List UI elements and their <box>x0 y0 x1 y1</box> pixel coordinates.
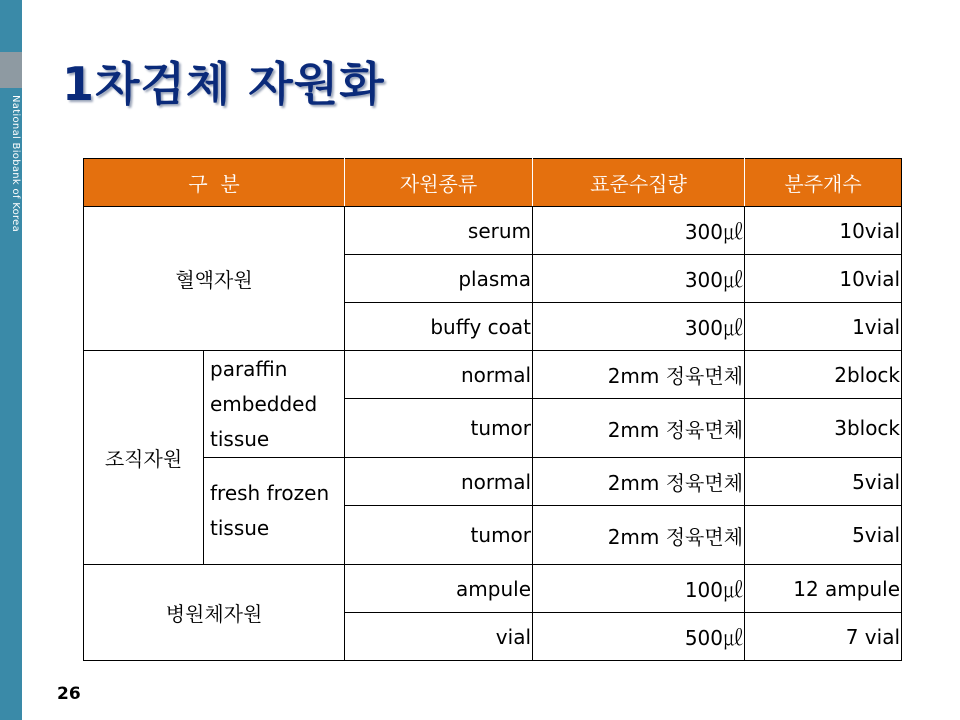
slide-title: 1차검체 자원화 <box>62 57 385 111</box>
volume-cell: 500㎕ <box>533 613 745 661</box>
resource-type-cell: serum <box>345 207 533 255</box>
sidebar-label: National Biobank of Korea <box>10 95 21 233</box>
page-number: 26 <box>57 684 81 704</box>
count-cell: 3block <box>745 399 902 458</box>
resource-type-cell: vial <box>345 613 533 661</box>
volume-cell: 300㎕ <box>533 303 745 351</box>
resource-type-cell: tumor <box>345 506 533 565</box>
volume-cell: 2mm 정육면체 <box>533 399 745 458</box>
count-cell: 5vial <box>745 506 902 565</box>
volume-cell: 300㎕ <box>533 255 745 303</box>
header-resource-type: 자원종류 <box>345 159 533 207</box>
sidebar-strip <box>0 0 22 720</box>
resource-type-cell: ampule <box>345 565 533 613</box>
count-cell: 5vial <box>745 458 902 506</box>
count-cell: 10vial <box>745 207 902 255</box>
count-cell: 2block <box>745 351 902 399</box>
header-aliquot-count: 분주개수 <box>745 159 902 207</box>
volume-cell: 100㎕ <box>533 565 745 613</box>
header-standard-volume: 표준수집량 <box>533 159 745 207</box>
count-cell: 1vial <box>745 303 902 351</box>
volume-cell: 2mm 정육면체 <box>533 506 745 565</box>
category-tissue: 조직자원 <box>84 351 204 565</box>
volume-cell: 300㎕ <box>533 207 745 255</box>
table-header-row <box>84 159 902 207</box>
subcategory-fresh-frozen: fresh frozen tissue <box>204 458 345 565</box>
resource-type-cell: tumor <box>345 399 533 458</box>
table-row <box>84 565 902 613</box>
count-cell: 7 vial <box>745 613 902 661</box>
category-pathogen: 병원체자원 <box>84 565 345 661</box>
table-row <box>84 458 902 506</box>
subcategory-paraffin: paraffin embedded tissue <box>204 351 345 458</box>
resource-type-cell: normal <box>345 351 533 399</box>
resource-table <box>83 158 902 661</box>
resource-type-cell: normal <box>345 458 533 506</box>
table-row <box>84 351 902 399</box>
table-row <box>84 207 902 255</box>
volume-cell: 2mm 정육면체 <box>533 351 745 399</box>
header-category: 구 분 <box>84 159 345 207</box>
sidebar-block <box>0 52 22 88</box>
resource-type-cell: plasma <box>345 255 533 303</box>
category-blood: 혈액자원 <box>84 207 345 351</box>
count-cell: 12 ampule <box>745 565 902 613</box>
volume-cell: 2mm 정육면체 <box>533 458 745 506</box>
count-cell: 10vial <box>745 255 902 303</box>
resource-type-cell: buffy coat <box>345 303 533 351</box>
